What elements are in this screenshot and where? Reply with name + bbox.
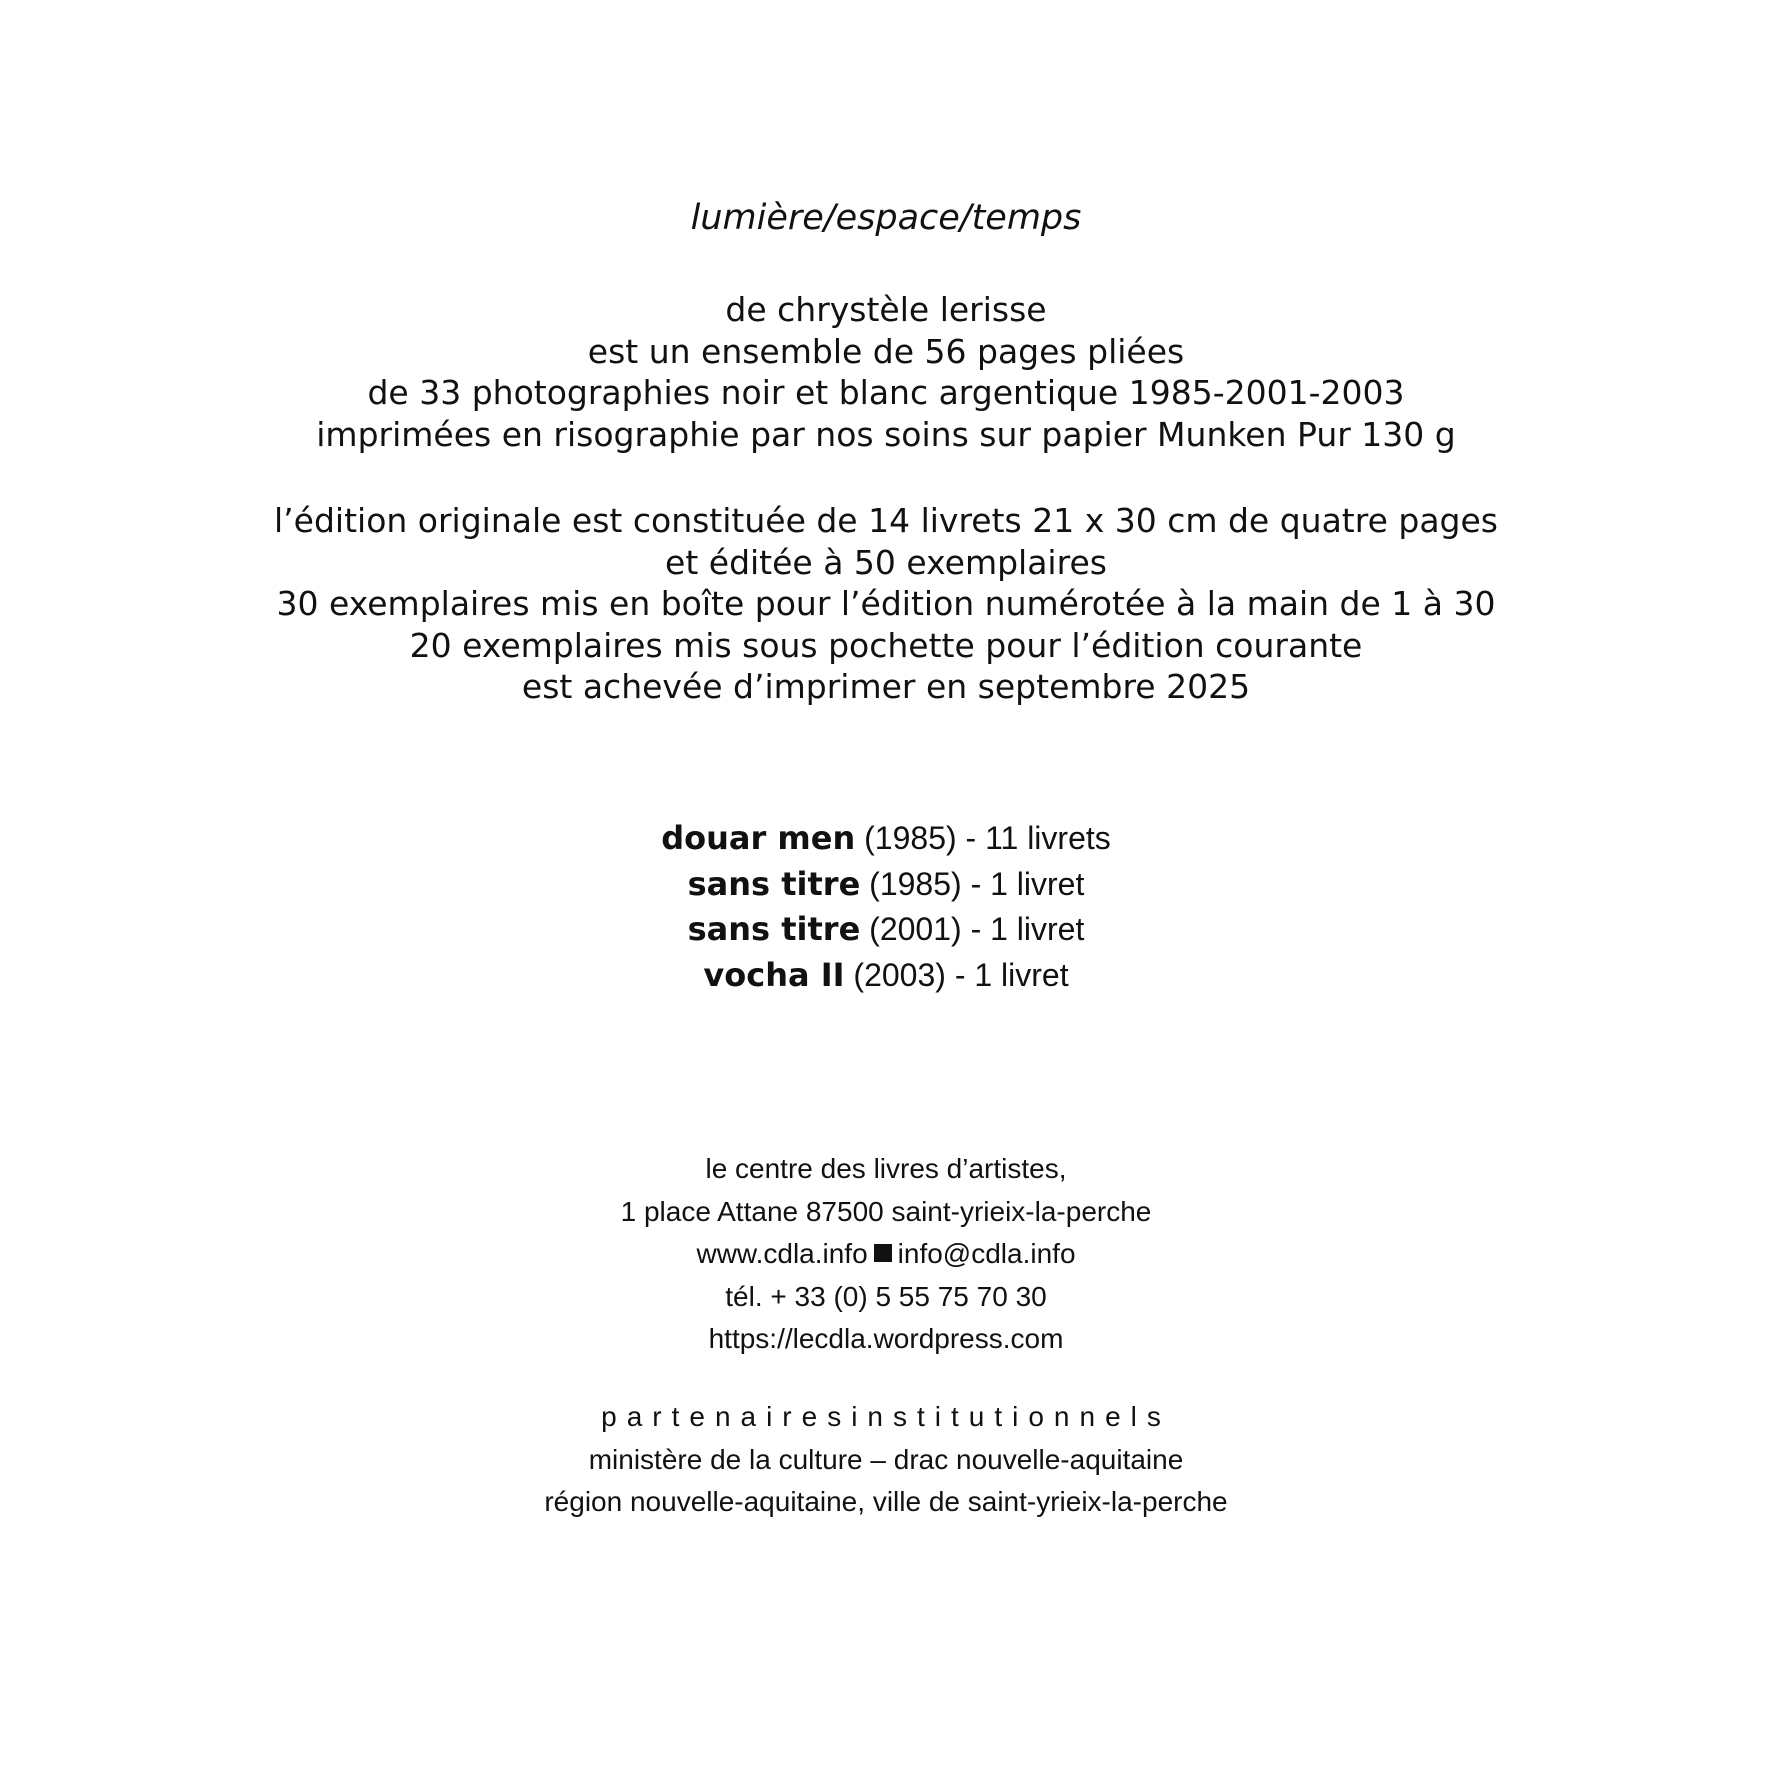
intro-block [0, 289, 1772, 455]
booklet-item [0, 816, 1772, 862]
booklet-item [0, 953, 1772, 999]
edition-line: et éditée à 50 exemplaires [665, 542, 1107, 582]
publisher-name: le centre des livres d’artistes, [705, 1153, 1067, 1184]
blog-link[interactable]: https://lecdla.wordpress.com [708, 1323, 1064, 1354]
booklet-list [0, 816, 1772, 998]
edition-line: 20 exemplaires mis sous pochette pour l’édition courante [409, 625, 1363, 665]
booklet-title: douar men [661, 819, 856, 857]
booklet-title: sans titre [687, 910, 861, 948]
edition-block [0, 500, 1772, 708]
partners-block [0, 1396, 1772, 1524]
phone-number: tél. + 33 (0) 5 55 75 70 30 [725, 1280, 1047, 1312]
edition-line: 30 exemplaires mis en boîte pour l’édition numérotée à la main de 1 à 30 [276, 584, 1496, 623]
intro-line: de chrystèle lerisse [725, 290, 1047, 329]
booklet-detail: (2001) - 1 livret [860, 911, 1085, 947]
booklet-title: vocha II [703, 955, 845, 994]
booklet-detail: (2003) - 1 livret [844, 956, 1069, 993]
intro-line: imprimées en risographie par nos soins sur papier Munken Pur 130 g [316, 414, 1456, 454]
email-link[interactable]: info@cdla.info [897, 1238, 1076, 1269]
booklet-title: sans titre [687, 864, 861, 903]
booklet-detail: (1985) - 11 livrets [855, 820, 1111, 856]
black-square-icon [874, 1244, 892, 1262]
contact-line [0, 1233, 1772, 1276]
booklet-item [0, 862, 1772, 908]
book-title: lumière/espace/temps [690, 198, 1082, 238]
booklet-item [0, 907, 1772, 953]
edition-line: est achevée d’imprimer en septembre 2025 [521, 667, 1251, 706]
partner-line: ministère de la culture – drac nouvelle-aquitaine [588, 1443, 1184, 1475]
intro-line: est un ensemble de 56 pages pliées [587, 331, 1185, 371]
edition-line: l’édition originale est constituée de 14 livrets 21 x 30 cm de quatre pages [274, 501, 1498, 540]
partner-line: région nouvelle-aquitaine, ville de saint-yrieix-la-perche [544, 1486, 1228, 1517]
partners-heading: partenairesinstitutionnels [601, 1401, 1171, 1432]
publisher-address: 1 place Attane 87500 saint-yrieix-la-perche [620, 1195, 1152, 1227]
publisher-info [0, 1148, 1772, 1361]
booklet-detail: (1985) - 1 livret [860, 865, 1085, 902]
intro-line: de 33 photographies noir et blanc argentique 1985-2001-2003 [367, 373, 1405, 412]
website-link[interactable]: www.cdla.info [696, 1238, 868, 1269]
